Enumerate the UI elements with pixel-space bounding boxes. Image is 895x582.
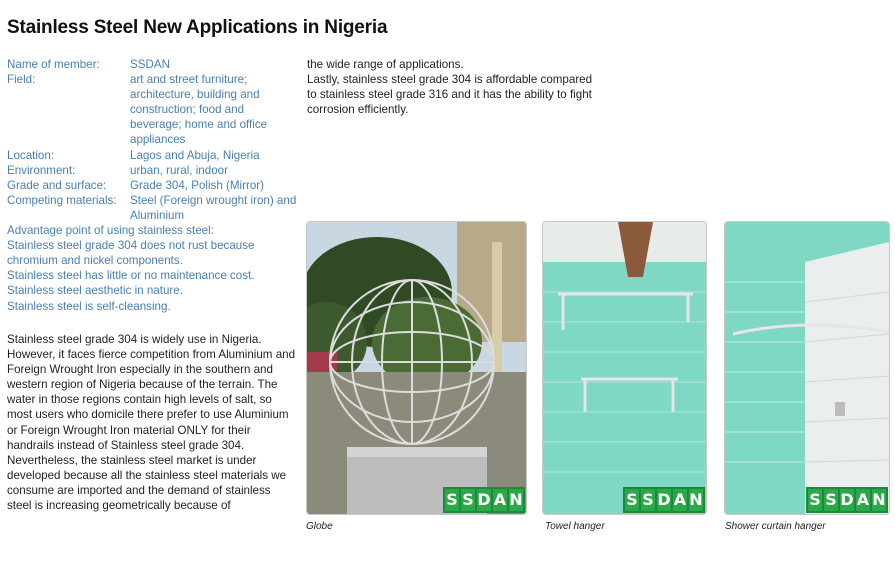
logo-letter: S [809, 490, 821, 509]
fact-label: Environment: [7, 163, 76, 177]
member-facts [7, 57, 297, 314]
paragraph: Nevertheless, the stainless steel market is under developed because all the stainless steel materials we consume are imported and the demand of stainless steel is increasing geometrically because of [7, 453, 287, 513]
fact-label: Field: [7, 73, 36, 87]
fact-row [7, 148, 297, 163]
fact-value: art and street furniture; architecture, building and construction; food and beverage; home and office appliances [130, 73, 268, 147]
logo-letter: D [477, 490, 491, 509]
fact-row [7, 72, 297, 147]
logo-letter: N [872, 490, 886, 509]
advantage-item: Stainless steel grade 304 does not rust because [7, 239, 255, 253]
caption-towel-hanger: Towel hanger [545, 521, 605, 532]
logo-letter: D [657, 490, 671, 509]
logo-letter: A [856, 490, 870, 509]
advantage-list [7, 223, 297, 314]
page-title: Stainless Steel New Applications in Nigeria [7, 17, 388, 38]
photo-towel-hanger [542, 221, 707, 515]
globe-sculpture-icon [307, 222, 526, 514]
towel-rail-icon [543, 222, 706, 514]
photo-shower-curtain-hanger [724, 221, 890, 515]
logo-letter: S [825, 490, 837, 509]
fact-value: urban, rural, indoor [130, 163, 228, 177]
advantage-item: Stainless steel is self-cleansing. [7, 299, 171, 313]
fact-label: Name of member: [7, 58, 100, 71]
paragraph: Stainless steel grade 304 is widely use in Nigeria. However, it faces fierce competition from Aluminium and Foreign Wrought Iron especially in the southern and western region of Nigeria because of the terrain. The water in those regions contain high levels of salt, so most users who domicile there prefer to use Aluminium or Foreign Wrought Iron material ONLY for their handrails instead of Stainless steel grade 304. [7, 333, 296, 452]
fact-value: Lagos and Abuja, Nigeria [130, 148, 260, 162]
fact-label: Competing materials: [7, 193, 117, 207]
logo-letter: A [673, 490, 687, 509]
advantage-item: Stainless steel has little or no maintenance cost. [7, 269, 255, 283]
fact-row [7, 178, 297, 193]
paragraph: Lastly, stainless steel grade 304 is affordable compared to stainless steel grade 316 and it has the ability to fight corrosion efficiently. [307, 73, 593, 117]
body-text-right [307, 57, 597, 117]
logo-letter: N [509, 490, 523, 509]
fact-value: SSDAN [130, 58, 170, 71]
paragraph: the wide range of applications. [307, 58, 464, 71]
photo-globe [306, 221, 527, 515]
logo-letter: S [642, 490, 654, 509]
ssdan-logo [623, 487, 705, 513]
curtain-rod-icon [725, 222, 889, 514]
fact-row [7, 57, 297, 72]
ssdan-logo [443, 487, 525, 513]
logo-letter: N [689, 490, 703, 509]
fact-label: Location: [7, 148, 55, 162]
fact-label: Grade and surface: [7, 178, 107, 192]
caption-globe: Globe [306, 521, 333, 532]
fact-row [7, 193, 297, 223]
ssdan-logo [806, 487, 888, 513]
advantage-heading: Advantage point of using stainless steel: [7, 224, 214, 238]
logo-letter: S [446, 490, 458, 509]
logo-letter: A [493, 490, 507, 509]
caption-shower-curtain-hanger: Shower curtain hanger [725, 521, 826, 532]
advantage-item: Stainless steel aesthetic in nature. [7, 284, 183, 298]
fact-row [7, 163, 297, 178]
advantage-item: chromium and nickel components. [7, 254, 183, 268]
logo-letter: S [462, 490, 474, 509]
logo-letter: D [840, 490, 854, 509]
body-text-left [7, 332, 297, 513]
fact-value: Steel (Foreign wrought iron) and Aluminium [130, 193, 297, 222]
fact-value: Grade 304, Polish (Mirror) [130, 178, 265, 192]
logo-letter: S [626, 490, 638, 509]
